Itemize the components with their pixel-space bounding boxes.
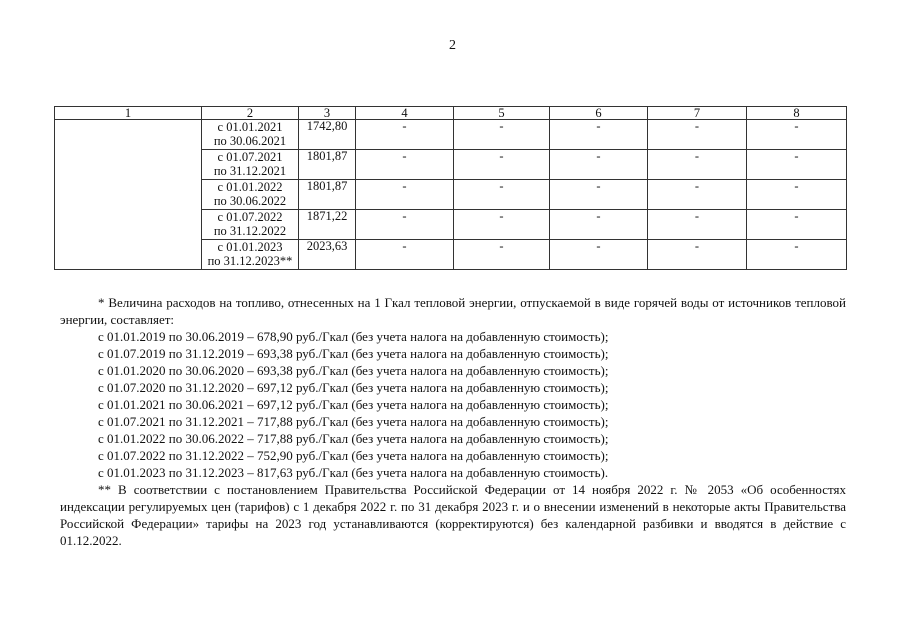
column-header: 2 [202,107,299,120]
period-cell: с 01.01.2022 по 30.06.2022 [202,180,299,210]
period-cell: с 01.01.2023 по 31.12.2023** [202,240,299,270]
column-header: 6 [550,107,648,120]
footnote-list-item: с 01.01.2019 по 30.06.2019 – 678,90 руб./Гкал (без учета налога на добавленную стоимость); [98,329,609,344]
dash-cell: - [550,150,648,180]
value-cell: 1871,22 [299,210,356,240]
dash-cell: - [648,150,747,180]
dash-cell: - [356,240,454,270]
footnote-list-item: с 01.07.2021 по 31.12.2021 – 717,88 руб./Гкал (без учета налога на добавленную стоимость); [98,414,609,429]
column-header: 1 [55,107,202,120]
table-row [55,120,847,150]
column-header: 5 [454,107,550,120]
footnote-list-item: с 01.07.2020 по 31.12.2020 – 697,12 руб./Гкал (без учета налога на добавленную стоимость); [98,380,609,395]
dash-cell: - [550,180,648,210]
dash-cell: - [747,210,847,240]
dash-cell: - [454,180,550,210]
footnote-list-item: с 01.01.2021 по 30.06.2021 – 697,12 руб./Гкал (без учета налога на добавленную стоимость); [98,397,609,412]
footnote-list-item: с 01.01.2020 по 30.06.2020 – 693,38 руб./Гкал (без учета налога на добавленную стоимость); [98,363,609,378]
footnote-fuel-costs-intro: * Величина расходов на топливо, отнесенных на 1 Гкал тепловой энергии, отпускаемой в виде горячей воды от источников тепловой энергии, составляет: [60,295,846,327]
dash-cell: - [356,120,454,150]
dash-cell: - [648,120,747,150]
dash-cell: - [356,150,454,180]
period-cell: с 01.07.2022 по 31.12.2022 [202,210,299,240]
value-cell: 1801,87 [299,150,356,180]
column-header: 4 [356,107,454,120]
table-header-row [55,107,847,120]
footnote-list-item: с 01.07.2022 по 31.12.2022 – 752,90 руб./Гкал (без учета налога на добавленную стоимость); [98,448,609,463]
footnote-resolution-note: ** В соответствии с постановлением Правительства Российской Федерации от 14 ноября 2022 г. № 2053 «Об особенностях индексации регулируемых цен (тарифов) с 1 декабря 2022 г. по 31 декабря 2023 г. и о внесении изменений в некоторые акты Правительства Российской Федерации» тарифы на 2023 год устанавливаются (корректируются) без календарной разбивки и вводятся в действие с 01.12.2022. [60,482,846,548]
page-number: 2 [449,38,456,53]
dash-cell: - [747,240,847,270]
dash-cell: - [747,120,847,150]
value-cell: 1801,87 [299,180,356,210]
dash-cell: - [454,120,550,150]
dash-cell: - [454,210,550,240]
footnotes [60,294,846,549]
dash-cell: - [648,240,747,270]
period-cell: с 01.07.2021 по 31.12.2021 [202,150,299,180]
value-cell: 1742,80 [299,120,356,150]
column-header: 7 [648,107,747,120]
dash-cell: - [550,120,648,150]
dash-cell: - [550,210,648,240]
footnote-list-item: с 01.07.2019 по 31.12.2019 – 693,38 руб./Гкал (без учета налога на добавленную стоимость); [98,346,609,361]
column-header: 3 [299,107,356,120]
dash-cell: - [648,180,747,210]
tariff-table [54,106,847,270]
empty-category-cell [55,120,202,270]
footnote-list-item: с 01.01.2023 по 31.12.2023 – 817,63 руб./Гкал (без учета налога на добавленную стоимость). [98,465,609,480]
dash-cell: - [356,180,454,210]
footnote-list-item: с 01.01.2022 по 30.06.2022 – 717,88 руб./Гкал (без учета налога на добавленную стоимость); [98,431,609,446]
column-header: 8 [747,107,847,120]
dash-cell: - [454,150,550,180]
value-cell: 2023,63 [299,240,356,270]
dash-cell: - [356,210,454,240]
dash-cell: - [747,150,847,180]
dash-cell: - [550,240,648,270]
dash-cell: - [454,240,550,270]
period-cell: с 01.01.2021 по 30.06.2021 [202,120,299,150]
dash-cell: - [648,210,747,240]
dash-cell: - [747,180,847,210]
